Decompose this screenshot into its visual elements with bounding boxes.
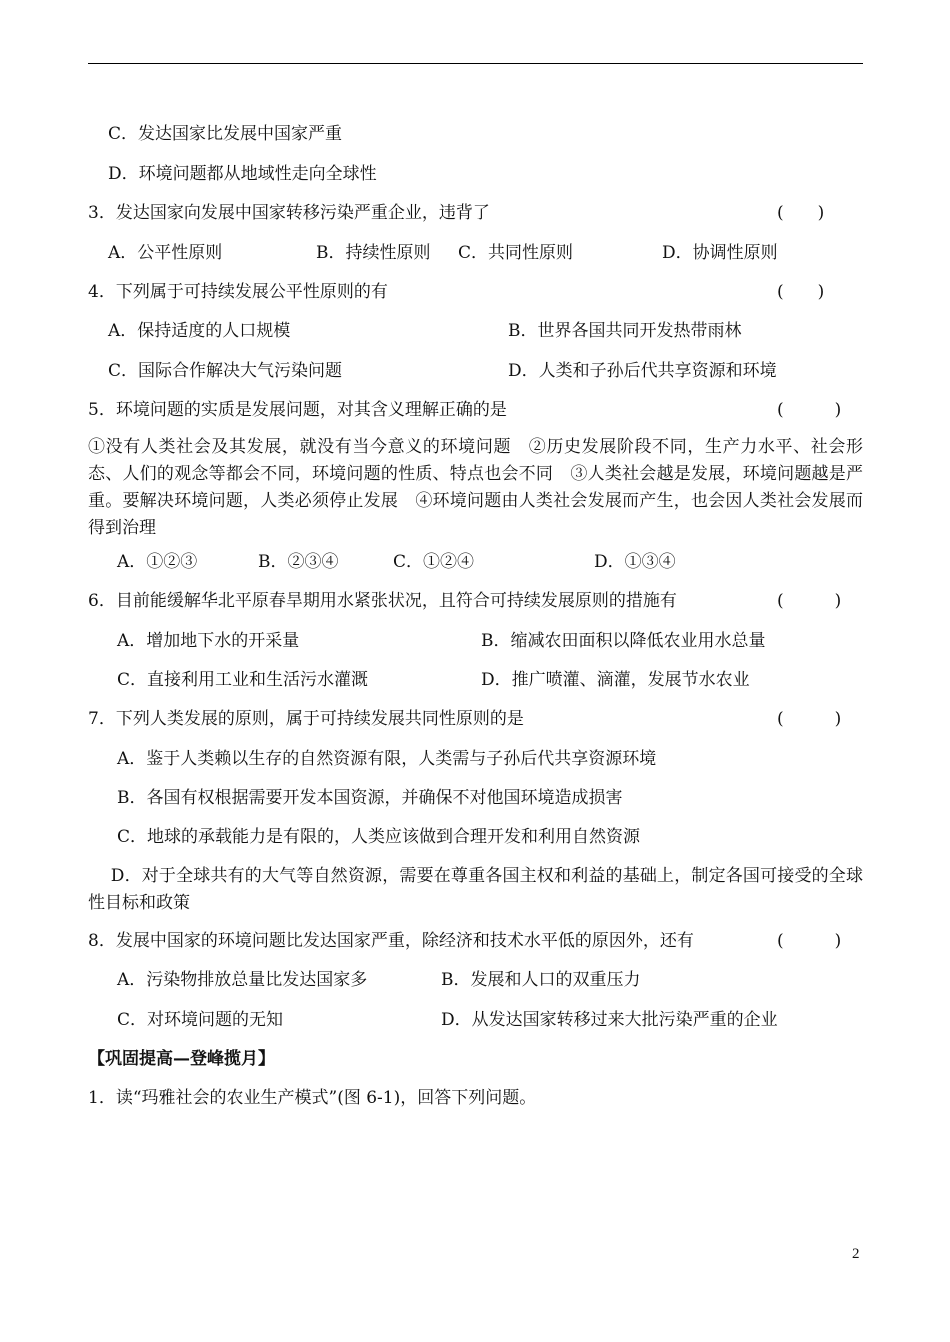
header-rule: [88, 63, 863, 64]
section-heading: 【巩固提高—登峰揽月】: [88, 1049, 275, 1069]
q7-option-d: D．对于全球共有的大气等自然资源，需要在尊重各国主权和利益的基础上，制定各国可接受的全球性目标和政策: [88, 866, 863, 913]
q5-option-d: D．①③④: [594, 552, 676, 572]
q3-option-d: D．协调性原则: [662, 243, 778, 263]
q5-statements: ①没有人类社会及其发展，就没有当今意义的环境问题 ②历史发展阶段不同，生产力水平、社会形态、人们的观念等都会不同，环境问题的性质、特点也会不同 ③人类社会越是发展，环境问题越是严重。要解决环境问题，人类必须停止发展 ④环境问题由人类社会发展而产生，也会因人类社会发展而得到治理: [88, 437, 863, 538]
q8-stem: 8．发展中国家的环境问题比发达国家严重，除经济和技术水平低的原因外，还有: [88, 931, 694, 951]
q7-option-c: C．地球的承载能力是有限的，人类应该做到合理开发和利用自然资源: [117, 827, 641, 847]
q2-option-c: C．发达国家比发展中国家严重: [108, 124, 343, 144]
q3-option-b: B．持续性原则: [316, 243, 431, 263]
q8-option-a: A．污染物排放总量比发达国家多: [117, 970, 368, 990]
q3-option-a: A．公平性原则: [108, 243, 223, 263]
q6-option-d: D．推广喷灌、滴灌，发展节水农业: [481, 670, 750, 690]
q3-stem: 3．发达国家向发展中国家转移污染严重企业，违背了: [88, 203, 490, 223]
q4-stem: 4．下列属于可持续发展公平性原则的有: [88, 282, 388, 302]
q8-option-c: C．对环境问题的无知: [117, 1010, 284, 1030]
q2-option-d: D．环境问题都从地域性走向全球性: [108, 164, 377, 184]
q6-option-b: B．缩减农田面积以降低农业用水总量: [481, 631, 766, 651]
section-q1-stem: 1．读“玛雅社会的农业生产模式”(图 6-1)，回答下列问题。: [88, 1088, 537, 1108]
q6-answer-paren: ( ): [777, 591, 842, 611]
q5-stem: 5．环境问题的实质是发展问题，对其含义理解正确的是: [88, 400, 507, 420]
q8-answer-paren: ( ): [777, 931, 842, 951]
q4-answer-paren: ( ): [777, 282, 825, 302]
q5-answer-paren: ( ): [777, 400, 842, 420]
q4-option-b: B．世界各国共同开发热带雨林: [508, 321, 742, 341]
q5-option-b: B．②③④: [258, 552, 339, 572]
q7-stem: 7．下列人类发展的原则，属于可持续发展共同性原则的是: [88, 709, 524, 729]
q7-answer-paren: ( ): [777, 709, 842, 729]
q4-option-c: C．国际合作解决大气污染问题: [108, 361, 343, 381]
q8-option-b: B．发展和人口的双重压力: [441, 970, 641, 990]
q5-option-c: C．①②④: [393, 552, 475, 572]
q3-answer-paren: ( ): [777, 203, 825, 223]
q6-option-a: A．增加地下水的开采量: [117, 631, 300, 651]
q3-option-c: C．共同性原则: [458, 243, 574, 263]
q8-option-d: D．从发达国家转移过来大批污染严重的企业: [441, 1010, 778, 1030]
q4-option-d: D．人类和子孙后代共享资源和环境: [508, 361, 777, 381]
q6-option-c: C．直接利用工业和生活污水灌溉: [117, 670, 369, 690]
q7-option-a: A．鉴于人类赖以生存的自然资源有限，人类需与子孙后代共享资源环境: [117, 749, 657, 769]
q7-option-b: B．各国有权根据需要开发本国资源，并确保不对他国环境造成损害: [117, 788, 623, 808]
q6-stem: 6．目前能缓解华北平原春旱期用水紧张状况，且符合可持续发展原则的措施有: [88, 591, 677, 611]
page-number: 2: [852, 1246, 860, 1262]
q4-option-a: A．保持适度的人口规模: [108, 321, 291, 341]
q5-option-a: A．①②③: [117, 552, 198, 572]
